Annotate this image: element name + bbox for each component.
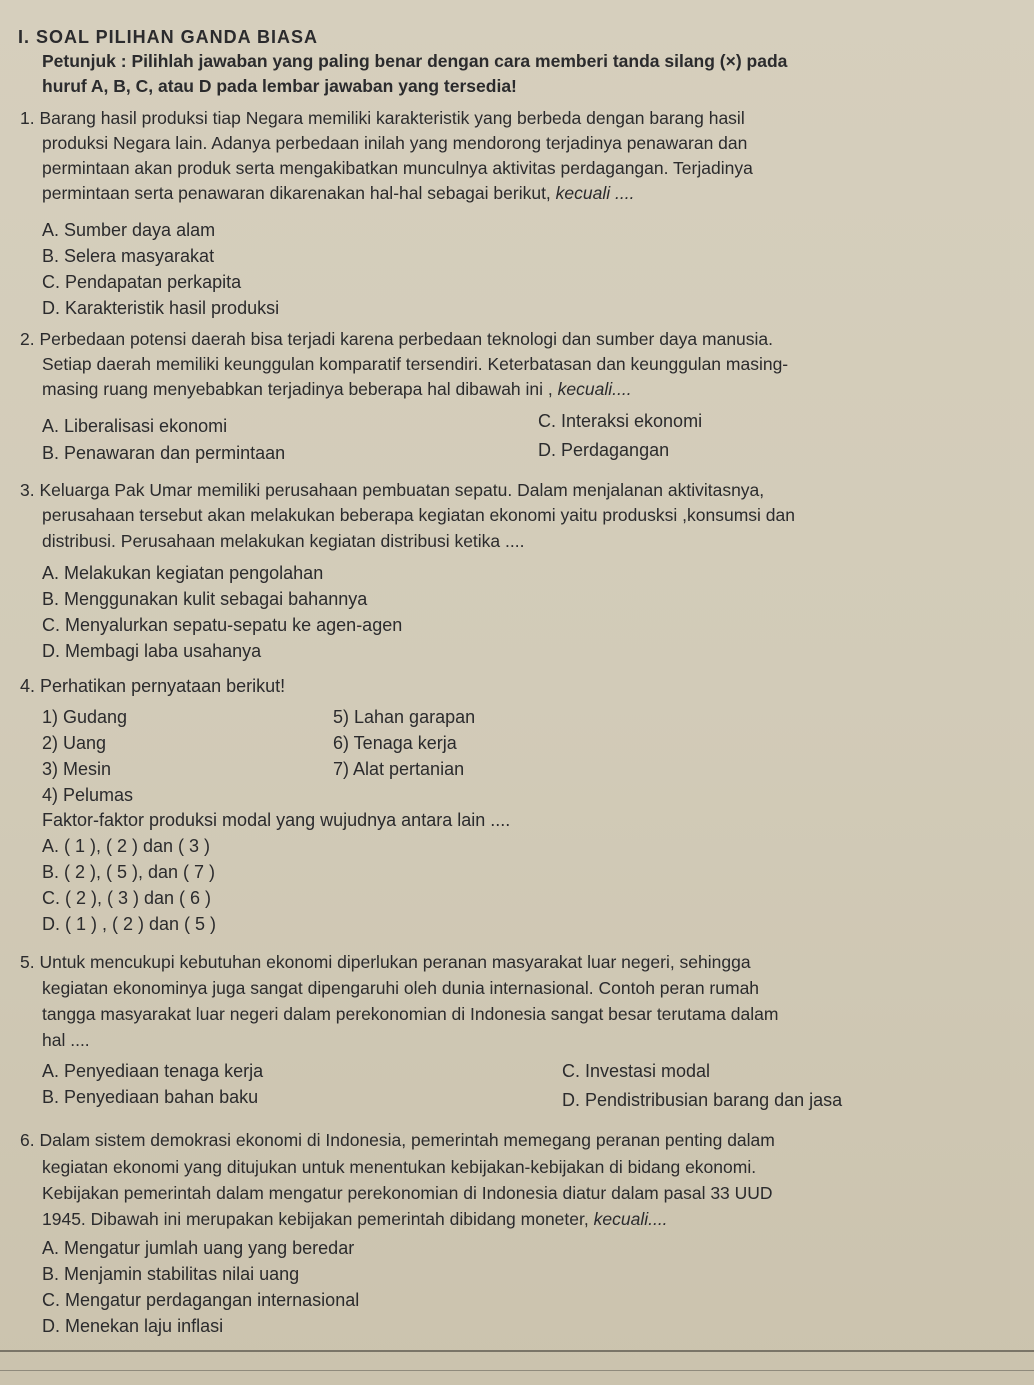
q1-option-d[interactable]: D. Karakteristik hasil produksi bbox=[42, 298, 280, 318]
q3-text-line: distribusi. Perusahaan melakukan kegiatan distribusi ketika .... bbox=[42, 531, 525, 551]
q6-text-line: kegiatan ekonomi yang ditujukan untuk menentukan kebijakan-kebijakan di bidang ekonomi. bbox=[42, 1157, 757, 1177]
q5-option-d[interactable]: D. Pendistribusian barang dan jasa bbox=[562, 1090, 843, 1110]
q2-text-line: Setiap daerah memiliki keunggulan komparatif tersendiri. Keterbatasan dan keunggulan masing- bbox=[42, 354, 789, 374]
q2-option-d[interactable]: D. Perdagangan bbox=[538, 440, 670, 460]
q6-text-line: 6. Dalam sistem demokrasi ekonomi di Indonesia, pemerintah memegang peranan penting dalam bbox=[20, 1130, 775, 1150]
q5-text-line: 5. Untuk mencukupi kebutuhan ekonomi diperlukan peranan masyarakat luar negeri, sehingga bbox=[20, 952, 751, 972]
q1-text-line: produksi Negara lain. Adanya perbedaan inilah yang mendorong terjadinya penawaran dan bbox=[42, 133, 748, 153]
q1-text-line: permintaan akan produk serta mengakibatkan munculnya aktivitas perdagangan. Terjadinya bbox=[42, 158, 753, 178]
q3-option-d[interactable]: D. Membagi laba usahanya bbox=[42, 641, 262, 661]
q1-kecuali: kecuali .... bbox=[555, 183, 635, 203]
q5-text-line: tangga masyarakat luar negeri dalam perekonomian di Indonesia sangat besar terutama dalam bbox=[42, 1004, 779, 1024]
q5-option-b[interactable]: B. Penyediaan bahan baku bbox=[42, 1087, 259, 1107]
q4-intro: 4. Perhatikan pernyataan berikut! bbox=[20, 676, 286, 696]
q2-option-a[interactable]: A. Liberalisasi ekonomi bbox=[42, 416, 228, 436]
q4-item: 1) Gudang bbox=[42, 707, 128, 727]
q4-item: 3) Mesin bbox=[42, 759, 112, 779]
q6-option-a[interactable]: A. Mengatur jumlah uang yang beredar bbox=[42, 1238, 355, 1258]
q5-option-c[interactable]: C. Investasi modal bbox=[562, 1061, 711, 1081]
q4-option-b[interactable]: B. ( 2 ), ( 5 ), dan ( 7 ) bbox=[42, 862, 216, 882]
instruction-line-2: huruf A, B, C, atau D pada lembar jawaban yang tersedia! bbox=[42, 76, 517, 96]
q2-option-b[interactable]: B. Penawaran dan permintaan bbox=[42, 443, 286, 463]
page-bottom-rule bbox=[0, 1350, 1034, 1352]
q4-item: 2) Uang bbox=[42, 733, 107, 753]
q3-option-b[interactable]: B. Menggunakan kulit sebagai bahannya bbox=[42, 589, 368, 609]
instruction-line-1: Petunjuk : Pilihlah jawaban yang paling benar dengan cara memberi tanda silang (×) pada bbox=[42, 51, 788, 71]
q5-option-a[interactable]: A. Penyediaan tenaga kerja bbox=[42, 1061, 264, 1081]
q6-text-line: Kebijakan pemerintah dalam mengatur perekonomian di Indonesia diatur dalam pasal 33 UUD bbox=[42, 1183, 773, 1203]
q2-text-line bbox=[42, 378, 632, 400]
q6-option-c[interactable]: C. Mengatur perdagangan internasional bbox=[42, 1290, 360, 1310]
q2-text-line: 2. Perbedaan potensi daerah bisa terjadi karena perbedaan teknologi dan sumber daya manusia. bbox=[20, 329, 774, 349]
q6-kecuali: kecuali.... bbox=[593, 1209, 668, 1229]
q4-option-a[interactable]: A. ( 1 ), ( 2 ) dan ( 3 ) bbox=[42, 836, 211, 856]
q4-question: Faktor-faktor produksi modal yang wujudnya antara lain .... bbox=[42, 810, 511, 830]
q2-option-c[interactable]: C. Interaksi ekonomi bbox=[538, 411, 703, 431]
q1-text-line bbox=[42, 182, 634, 204]
q2-text: masing ruang menyebabkan terjadinya beberapa hal dibawah ini , bbox=[42, 379, 553, 399]
q4-item: 4) Pelumas bbox=[42, 785, 134, 805]
q6-option-b[interactable]: B. Menjamin stabilitas nilai uang bbox=[42, 1264, 300, 1284]
q4-item: 6) Tenaga kerja bbox=[333, 733, 457, 753]
section-title: I. SOAL PILIHAN GANDA BIASA bbox=[18, 27, 319, 47]
q1-text-line: 1. Barang hasil produksi tiap Negara memiliki karakteristik yang berbeda dengan barang hasil bbox=[20, 108, 745, 128]
q6-text: 1945. Dibawah ini merupakan kebijakan pemerintah dibidang moneter, bbox=[42, 1209, 589, 1229]
q1-option-a[interactable]: A. Sumber daya alam bbox=[42, 220, 216, 240]
q4-option-d[interactable]: D. ( 1 ) , ( 2 ) dan ( 5 ) bbox=[42, 914, 217, 934]
q3-option-c[interactable]: C. Menyalurkan sepatu-sepatu ke agen-agen bbox=[42, 615, 403, 635]
q5-text-line: hal .... bbox=[42, 1030, 90, 1050]
q3-text-line: 3. Keluarga Pak Umar memiliki perusahaan pembuatan sepatu. Dalam menjalanan aktivitasnya, bbox=[20, 480, 765, 500]
q1-option-b[interactable]: B. Selera masyarakat bbox=[42, 246, 215, 266]
q3-option-a[interactable]: A. Melakukan kegiatan pengolahan bbox=[42, 563, 324, 583]
q2-kecuali: kecuali.... bbox=[557, 379, 632, 399]
page-bottom-rule bbox=[0, 1370, 1034, 1371]
q4-item: 7) Alat pertanian bbox=[333, 759, 465, 779]
q3-text-line: perusahaan tersebut akan melakukan beberapa kegiatan ekonomi yaitu produsksi ,konsumsi dan bbox=[42, 505, 795, 525]
q6-option-d[interactable]: D. Menekan laju inflasi bbox=[42, 1316, 224, 1336]
q6-text-line bbox=[42, 1208, 668, 1230]
q1-text: permintaan serta penawaran dikarenakan hal-hal sebagai berikut, bbox=[42, 183, 551, 203]
q1-option-c[interactable]: C. Pendapatan perkapita bbox=[42, 272, 242, 292]
q4-item: 5) Lahan garapan bbox=[333, 707, 476, 727]
q5-text-line: kegiatan ekonominya juga sangat dipengaruhi oleh dunia internasional. Contoh peran rumah bbox=[42, 978, 760, 998]
q4-option-c[interactable]: C. ( 2 ), ( 3 ) dan ( 6 ) bbox=[42, 888, 212, 908]
